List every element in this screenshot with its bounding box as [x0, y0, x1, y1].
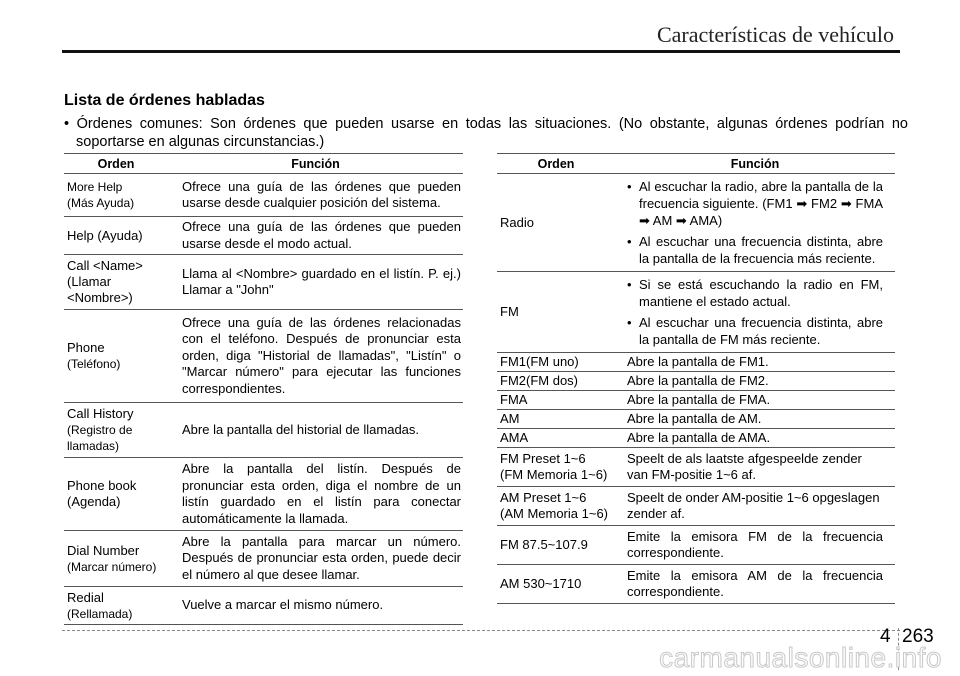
table-row: [497, 487, 895, 526]
table-row: [497, 410, 895, 429]
order-line: (Teléfono): [67, 357, 121, 371]
order-line: FM: [500, 304, 519, 319]
chapter-number: 4: [880, 626, 891, 647]
header-rule: [62, 50, 900, 53]
order-line: (Rellamada): [67, 606, 133, 621]
function-bullet: • Al escuchar una frecuencia distinta, abre la pantalla de la frecuencia más reciente.: [627, 233, 883, 267]
order-line: (Llamar: [67, 274, 112, 289]
order-line: Phone book: [67, 478, 137, 493]
function-cell: Ofrece una guía de las órdenes relacionadas con el teléfono. Después de pronunciar esta orden, diga "Historial de llamadas", "Listín" o "Marcar número" para ejecutar las funciones correspondientes.: [168, 310, 463, 403]
order-cell: [497, 448, 615, 487]
order-line: AM Preset 1~6: [500, 490, 587, 505]
order-cell: [497, 410, 615, 429]
function-cell: [615, 174, 895, 272]
order-line: (Marcar número): [67, 559, 157, 574]
order-cell: [497, 272, 615, 353]
function-cell: Emite la emisora AM de la frecuencia correspondiente.: [615, 565, 895, 604]
order-line: Radio: [500, 214, 534, 230]
function-cell: Abre la pantalla para marcar un número. Después de pronunciar esta orden, puede decir el número al que desee llamar.: [168, 531, 463, 587]
order-cell: [497, 487, 615, 526]
order-line: (Agenda): [67, 494, 121, 509]
order-cell: [497, 429, 615, 448]
order-cell: [497, 353, 615, 372]
order-line: FM Preset 1~6: [500, 451, 586, 466]
table-row: [497, 391, 895, 410]
function-cell: Ofrece una guía de las órdenes que pueden usarse desde el modo actual.: [168, 217, 463, 255]
function-cell: Abre la pantalla de FM2.: [615, 372, 895, 391]
order-line: Dial Number: [67, 542, 140, 558]
function-cell: Abre la pantalla de FMA.: [615, 391, 895, 410]
function-cell: Vuelve a marcar el mismo número.: [168, 587, 463, 625]
order-line: Call History: [67, 406, 134, 421]
table-row: [64, 531, 463, 587]
commands-table-left: [64, 153, 463, 625]
order-line: FM 87.5~107.9: [500, 537, 588, 552]
order-cell: [64, 587, 168, 625]
function-cell: Ofrece una guía de las órdenes que pueden usarse desde cualquier posición del sistema.: [168, 174, 463, 217]
order-line: (Registro de: [67, 423, 133, 437]
order-line: AMA: [500, 430, 529, 445]
order-line: AM 530~1710: [500, 576, 582, 591]
order-cell: [64, 458, 168, 531]
order-cell: [64, 217, 168, 255]
order-line: Phone: [67, 340, 105, 355]
function-bullet: • Si se está escuchando la radio en FM, mantiene el estado actual.: [627, 276, 883, 310]
table-row: [64, 217, 463, 255]
table-row: [64, 458, 463, 531]
table-row: [497, 565, 895, 604]
order-cell: [64, 531, 168, 587]
table-row: [497, 372, 895, 391]
order-cell: [497, 372, 615, 391]
order-line: More Help: [67, 180, 123, 194]
section-title: Lista de órdenes habladas: [64, 92, 265, 109]
header-order: Orden: [64, 154, 168, 174]
running-header-title: Características de vehículo: [656, 22, 894, 47]
watermark: carmanualsonline.info: [659, 642, 942, 673]
table-row: [497, 353, 895, 372]
header-order: Orden: [497, 154, 615, 174]
function-cell: Abre la pantalla del listín. Después de pronunciar esta orden, diga el nombre de un listín guardado en el listín para conectar automáticamente la llamada.: [168, 458, 463, 531]
order-line: FM2(FM dos): [500, 373, 578, 388]
order-line: (AM Memoria 1~6): [500, 506, 608, 521]
table-header-row: [497, 154, 895, 174]
table-row: [497, 526, 895, 565]
function-cell: Abre la pantalla del historial de llamadas.: [168, 403, 463, 458]
header-function: Función: [615, 154, 895, 174]
order-line: (Más Ayuda): [67, 196, 135, 210]
order-line: AM: [500, 411, 520, 426]
order-line: Help (Ayuda): [67, 227, 143, 243]
order-line: <Nombre>): [67, 290, 133, 305]
order-cell: [64, 255, 168, 310]
order-line: FM1(FM uno): [500, 354, 579, 369]
order-line: Redial: [67, 589, 104, 605]
function-cell: Speelt de als laatste afgespeelde zender van FM-positie 1~6 af.: [615, 448, 895, 487]
function-bullet: • Al escuchar una frecuencia distinta, abre la pantalla de FM más reciente.: [627, 314, 883, 348]
order-line: Call <Name>: [67, 258, 143, 273]
intro-paragraph: • Órdenes comunes: Son órdenes que pueden usarse en todas las situaciones. (No obstante, algunas órdenes podrían no soportarse en algunas circunstancias.): [64, 116, 908, 150]
table-row: [497, 174, 895, 272]
function-bullet: • Al escuchar la radio, abre la pantalla de la frecuencia siguiente. (FM1 ➡ FM2 ➡ FMA ➡ AM ➡ AMA): [627, 178, 883, 229]
table-row: [497, 272, 895, 353]
function-cell: [615, 272, 895, 353]
table-row: [497, 448, 895, 487]
order-line: llamadas): [67, 439, 120, 453]
order-line: (FM Memoria 1~6): [500, 467, 608, 482]
order-cell: [497, 174, 615, 272]
table-row: [64, 403, 463, 458]
table-row: [64, 255, 463, 310]
function-cell: Emite la emisora FM de la frecuencia correspondiente.: [615, 526, 895, 565]
commands-table-right: [497, 153, 895, 604]
order-cell: [497, 526, 615, 565]
order-line: FMA: [500, 392, 528, 407]
table-header-row: [64, 154, 463, 174]
header-function: Función: [168, 154, 463, 174]
order-cell: [64, 174, 168, 217]
order-cell: [64, 403, 168, 458]
footer-rule: [62, 630, 900, 631]
table-row: [64, 310, 463, 403]
table-row: [497, 429, 895, 448]
function-cell: Abre la pantalla de FM1.: [615, 353, 895, 372]
order-cell: [497, 565, 615, 604]
function-cell: Llama al <Nombre> guardado en el listín. P. ej.) Llamar a "John": [168, 255, 463, 310]
order-cell: [497, 391, 615, 410]
page-number: 263: [902, 626, 934, 647]
table-row: [64, 587, 463, 625]
table-row: [64, 174, 463, 217]
function-cell: Abre la pantalla de AMA.: [615, 429, 895, 448]
function-cell: Speelt de onder AM-positie 1~6 opgeslagen zender af.: [615, 487, 895, 526]
function-cell: Abre la pantalla de AM.: [615, 410, 895, 429]
order-cell: [64, 310, 168, 403]
